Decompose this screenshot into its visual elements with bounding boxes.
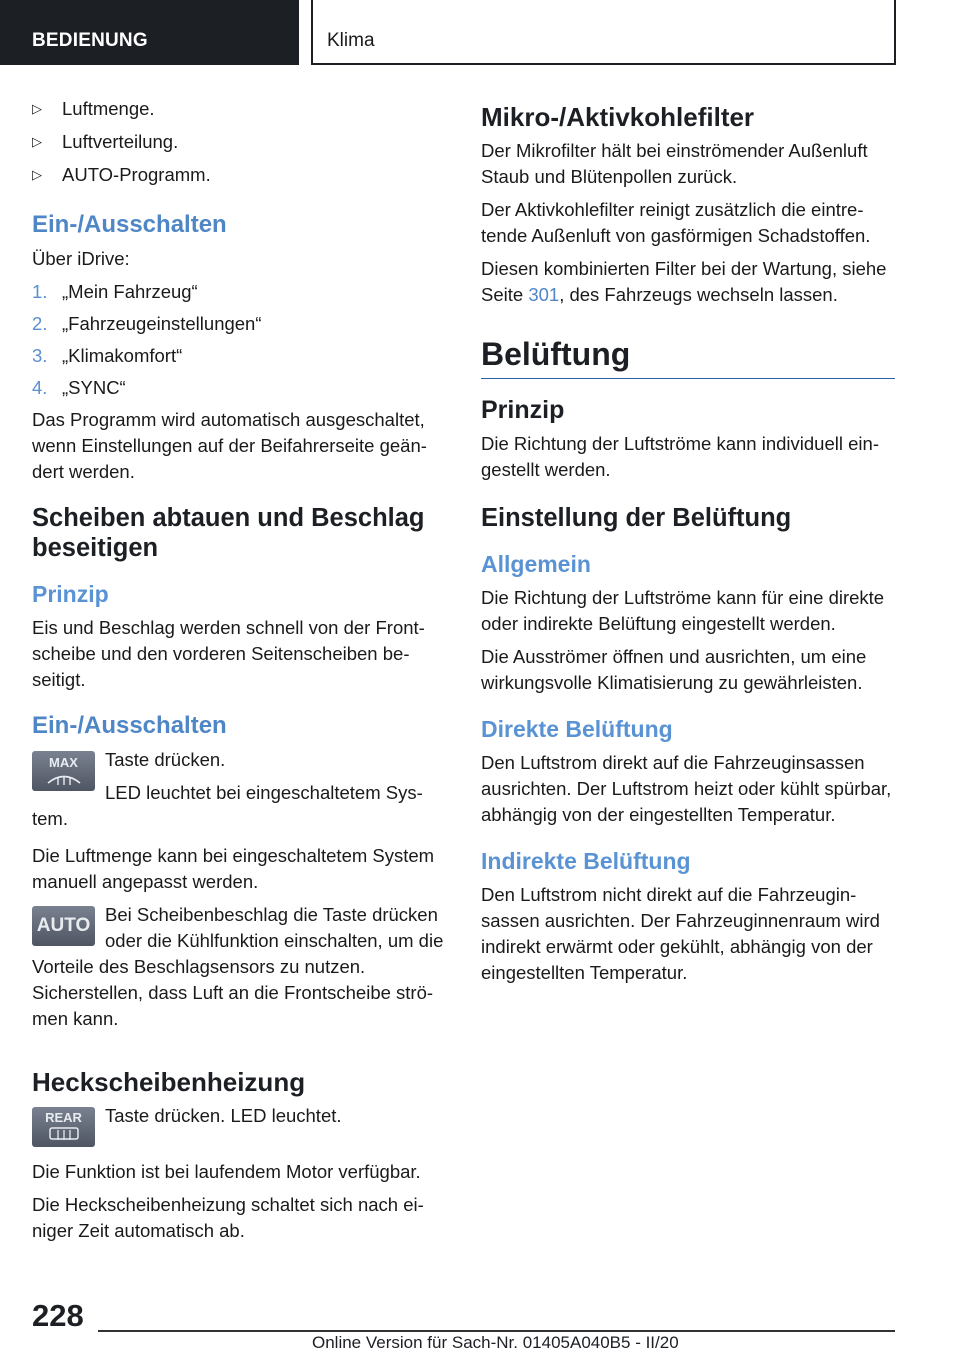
- list-item: ▷ Luftmenge.: [32, 96, 446, 122]
- list-item: ▷ AUTO-Programm.: [32, 162, 446, 188]
- section-tab: [0, 0, 299, 65]
- paragraph-allgemein-2: Die Ausströmer öffnen und ausrichten, um eine wirkungsvolle Klimatisierung zu gewährleisten.: [481, 646, 867, 693]
- heading-mikro-aktivkohlefilter: Mikro-/Aktivkohlefilter: [481, 102, 755, 132]
- footer-online-version: Online Version für Sach-Nr. 01405A040B5 - II/20: [312, 1333, 679, 1352]
- right-column: [481, 96, 895, 993]
- paragraph-luftmenge: Die Luftmenge kann bei eingeschaltetem System manuell angepasst werden.: [32, 845, 435, 892]
- paragraph-led: LED leuchtet bei eingeschaltetem System.: [32, 782, 423, 829]
- paragraph-heck-auto: Die Heckscheibenheizung schaltet sich nach einiger Zeit automatisch ab.: [32, 1194, 424, 1241]
- heading-allgemein: Allgemein: [481, 551, 591, 577]
- section-title: BEDIENUNG: [32, 30, 148, 51]
- paragraph-prinzip: Die Richtung der Luftströme kann individuell eingestellt werden.: [481, 433, 879, 480]
- paragraph-funktion: Die Funktion ist bei laufendem Motor verfügbar.: [32, 1161, 421, 1182]
- max-defrost-icon: MAX: [32, 751, 95, 791]
- list-item: ▷ Luftverteilung.: [32, 129, 446, 155]
- heading-ein-ausschalten: Ein-/Ausschalten: [32, 211, 227, 238]
- heading-direkte-beluftung: Direkte Belüftung: [481, 716, 673, 742]
- step-item: 1. „Mein Fahrzeug“: [32, 281, 198, 302]
- rear-defrost-icon: REAR: [32, 1107, 95, 1147]
- paragraph-programm: Das Programm wird automatisch ausgeschaltet, wenn Einstellungen auf der Beifahrerseite geändert werden.: [32, 409, 427, 482]
- triangle-bullet-icon: ▷: [32, 101, 42, 116]
- step-item: 4. „SYNC“: [32, 377, 126, 398]
- paragraph-filter-1: Der Mikrofilter hält bei einströmender Außenluft Staub und Blütenpollen zurück.: [481, 140, 868, 187]
- triangle-bullet-icon: ▷: [32, 167, 42, 182]
- triangle-bullet-icon: ▷: [32, 134, 42, 149]
- footer-divider: [98, 1330, 895, 1332]
- heading-beluftung: Belüftung: [481, 334, 895, 379]
- step-item: 3. „Klimakomfort“: [32, 345, 183, 366]
- paragraph-heck-taste: Taste drücken. LED leuchtet.: [105, 1105, 342, 1126]
- paragraph-taste: Taste drücken.: [105, 749, 226, 770]
- step-item: 2. „Fahrzeugeinstellungen“: [32, 313, 262, 334]
- heading-prinzip: Prinzip: [32, 581, 109, 607]
- heading-heckscheibenheizung: Heckscheibenheizung: [32, 1067, 306, 1097]
- page-number: 228: [32, 1298, 84, 1333]
- heading-indirekte-beluftung: Indirekte Belüftung: [481, 848, 691, 874]
- left-column: [32, 96, 446, 1251]
- page-reference-link[interactable]: 301: [528, 284, 560, 305]
- paragraph-indirekt: Den Luftstrom nicht direkt auf die Fahrzeuginsassen ausrichten. Der Fahrzeuginnenraum wird indirekt erwärmt oder gekühlt, abhängig von der eingestellten Temperatur.: [481, 884, 880, 983]
- paragraph-allgemein-1: Die Richtung der Luftströme kann für eine direkte oder indirekte Belüftung eingestellt werden.: [481, 587, 885, 634]
- heading-prinzip: Prinzip: [481, 396, 565, 424]
- heading-scheiben-abtauen: Scheiben abtauen und Beschlag beseitigen: [32, 504, 425, 562]
- paragraph-filter-3: Diesen kombinierten Filter bei der Wartung, siehe Seite 301, des Fahrzeugs wechseln lassen.: [481, 258, 887, 305]
- heading-einstellung: Einstellung der Belüftung: [481, 504, 792, 532]
- chapter-tab: [311, 0, 896, 65]
- paragraph-prinzip: Eis und Beschlag werden schnell von der Frontscheibe und den vorderen Seitenscheiben beseitigt.: [32, 617, 425, 690]
- auto-button-icon: AUTO: [32, 906, 95, 946]
- heading-ein-ausschalten-2: Ein-/Ausschalten: [32, 712, 227, 739]
- paragraph-auto: Bei Scheibenbeschlag die Taste drücken oder die Kühlfunktion einschalten, um die Vorteile des Beschlagsensors zu nutzen. Sicherstellen, dass Luft an die Frontscheibe strömen kann.: [32, 904, 444, 1029]
- paragraph-filter-2: Der Aktivkohlefilter reinigt zusätzlich die eintretende Außenluft von gasförmigen Schadstoffen.: [481, 199, 871, 246]
- paragraph-uber-idrive: Über iDrive:: [32, 248, 130, 269]
- chapter-title: Klima: [327, 30, 375, 51]
- paragraph-direkt: Den Luftstrom direkt auf die Fahrzeuginsassen ausrichten. Der Luftstrom heizt oder kühlt spürbar, abhängig von der eingestellten Temperatur.: [481, 752, 892, 825]
